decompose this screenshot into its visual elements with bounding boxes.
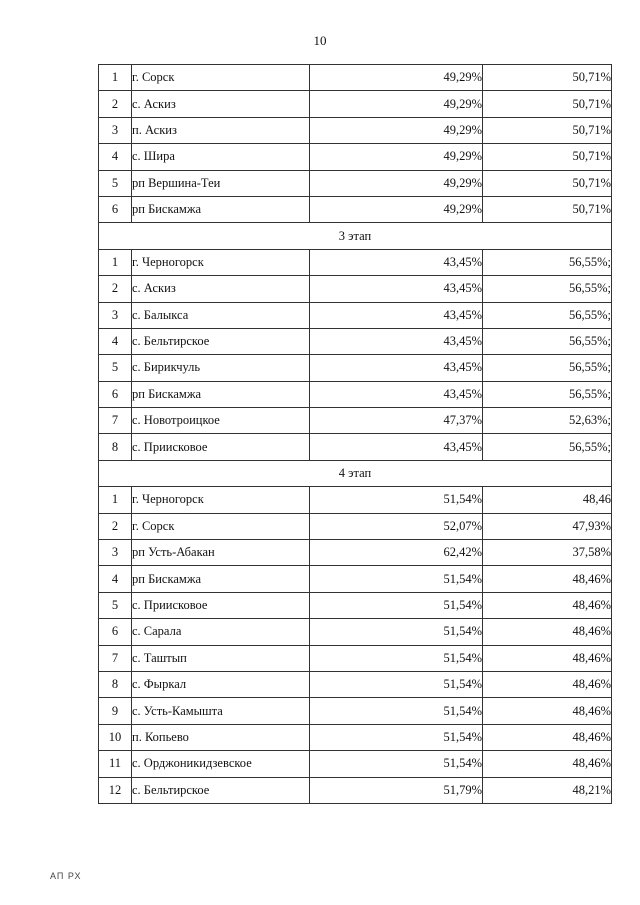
settlement-name: рп Вершина-Теи [132,170,310,196]
table-row [99,619,612,645]
value-share-1: 51,54% [310,751,483,777]
table-row [99,91,612,117]
value-share-1: 47,37% [310,408,483,434]
table-row [99,513,612,539]
value-share-2: 50,71% [483,91,612,117]
value-share-2: 50,71% [483,170,612,196]
settlement-name: с. Бирикчуль [132,355,310,381]
value-share-1: 51,54% [310,698,483,724]
table-row [99,566,612,592]
value-share-2: 56,55%; [483,249,612,275]
row-number: 7 [99,408,132,434]
settlement-name: с. Аскиз [132,276,310,302]
table-row [99,65,612,91]
value-share-1: 51,54% [310,671,483,697]
value-share-2: 47,93% [483,513,612,539]
table-row [99,671,612,697]
table-body [99,65,612,804]
row-number: 1 [99,487,132,513]
results-table [98,64,612,804]
value-share-1: 49,29% [310,117,483,143]
row-number: 12 [99,777,132,803]
table-row [99,698,612,724]
row-number: 6 [99,196,132,222]
row-number: 5 [99,170,132,196]
row-number: 3 [99,117,132,143]
settlement-name: с. Шира [132,144,310,170]
table-row [99,196,612,222]
value-share-2: 37,58% [483,540,612,566]
value-share-1: 51,54% [310,592,483,618]
row-number: 8 [99,434,132,460]
value-share-1: 43,45% [310,355,483,381]
value-share-2: 48,46% [483,751,612,777]
row-number: 2 [99,276,132,302]
table-row [99,408,612,434]
value-share-1: 51,54% [310,487,483,513]
value-share-1: 43,45% [310,249,483,275]
settlement-name: рп Усть-Абакан [132,540,310,566]
table-row [99,302,612,328]
section-label: 3 этап [99,223,612,249]
value-share-2: 56,55%; [483,381,612,407]
value-share-2: 56,55%; [483,355,612,381]
settlement-name: с. Фыркал [132,671,310,697]
table-row [99,144,612,170]
value-share-2: 48,46% [483,566,612,592]
settlement-name: с. Усть-Камышта [132,698,310,724]
value-share-2: 56,55%; [483,302,612,328]
row-number: 10 [99,724,132,750]
settlement-name: с. Сарала [132,619,310,645]
value-share-2: 48,46% [483,619,612,645]
table-row [99,592,612,618]
value-share-2: 48,46% [483,724,612,750]
table-row [99,724,612,750]
value-share-1: 52,07% [310,513,483,539]
value-share-1: 51,54% [310,619,483,645]
table-row [99,487,612,513]
value-share-1: 49,29% [310,144,483,170]
value-share-2: 50,71% [483,144,612,170]
row-number: 4 [99,566,132,592]
settlement-name: п. Аскиз [132,117,310,143]
value-share-1: 49,29% [310,196,483,222]
value-share-1: 51,54% [310,724,483,750]
settlement-name: рп Бискамжа [132,381,310,407]
row-number: 6 [99,381,132,407]
table-row [99,117,612,143]
table-row [99,355,612,381]
settlement-name: с. Таштып [132,645,310,671]
page-number: 10 [313,33,327,48]
value-share-2: 48,46% [483,698,612,724]
table-row [99,328,612,354]
section-label: 4 этап [99,460,612,486]
value-share-2: 56,55%; [483,328,612,354]
settlement-name: п. Копьево [132,724,310,750]
row-number: 11 [99,751,132,777]
value-share-2: 50,71% [483,117,612,143]
settlement-name: г. Черногорск [132,249,310,275]
value-share-1: 51,79% [310,777,483,803]
table-row [99,645,612,671]
section-header-row [99,223,612,249]
value-share-1: 49,29% [310,170,483,196]
row-number: 5 [99,592,132,618]
table-row [99,170,612,196]
section-header-row [99,460,612,486]
row-number: 4 [99,328,132,354]
row-number: 2 [99,513,132,539]
value-share-1: 49,29% [310,91,483,117]
table-row [99,777,612,803]
settlement-name: с. Новотроицкое [132,408,310,434]
row-number: 3 [99,540,132,566]
settlement-name: рп Бискамжа [132,196,310,222]
settlement-name: г. Сорск [132,65,310,91]
value-share-1: 43,45% [310,302,483,328]
row-number: 2 [99,91,132,117]
settlement-name: с. Балыкса [132,302,310,328]
settlement-name: с. Приисковое [132,434,310,460]
value-share-2: 50,71% [483,65,612,91]
value-share-1: 49,29% [310,65,483,91]
value-share-2: 52,63%; [483,408,612,434]
settlement-name: рп Бискамжа [132,566,310,592]
settlement-name: с. Орджоникидзевское [132,751,310,777]
settlement-name: с. Аскиз [132,91,310,117]
row-number: 6 [99,619,132,645]
row-number: 7 [99,645,132,671]
value-share-1: 43,45% [310,434,483,460]
settlement-name: г. Сорск [132,513,310,539]
value-share-1: 51,54% [310,566,483,592]
value-share-2: 56,55%; [483,434,612,460]
settlement-name: с. Бельтирское [132,777,310,803]
value-share-2: 48,46 [483,487,612,513]
value-share-2: 56,55%; [483,276,612,302]
settlement-name: г. Черногорск [132,487,310,513]
value-share-1: 43,45% [310,328,483,354]
value-share-1: 51,54% [310,645,483,671]
table-row [99,434,612,460]
value-share-1: 43,45% [310,381,483,407]
table-row [99,381,612,407]
value-share-2: 48,46% [483,592,612,618]
value-share-1: 62,42% [310,540,483,566]
value-share-2: 48,46% [483,645,612,671]
row-number: 3 [99,302,132,328]
settlement-name: с. Приисковое [132,592,310,618]
value-share-2: 48,21% [483,777,612,803]
row-number: 5 [99,355,132,381]
table-row [99,249,612,275]
table-row [99,276,612,302]
settlement-name: с. Бельтирское [132,328,310,354]
row-number: 8 [99,671,132,697]
row-number: 9 [99,698,132,724]
footer-stamp: АП РХ [50,871,82,881]
row-number: 4 [99,144,132,170]
table-row [99,540,612,566]
row-number: 1 [99,65,132,91]
row-number: 1 [99,249,132,275]
value-share-1: 43,45% [310,276,483,302]
value-share-2: 48,46% [483,671,612,697]
table-row [99,751,612,777]
value-share-2: 50,71% [483,196,612,222]
